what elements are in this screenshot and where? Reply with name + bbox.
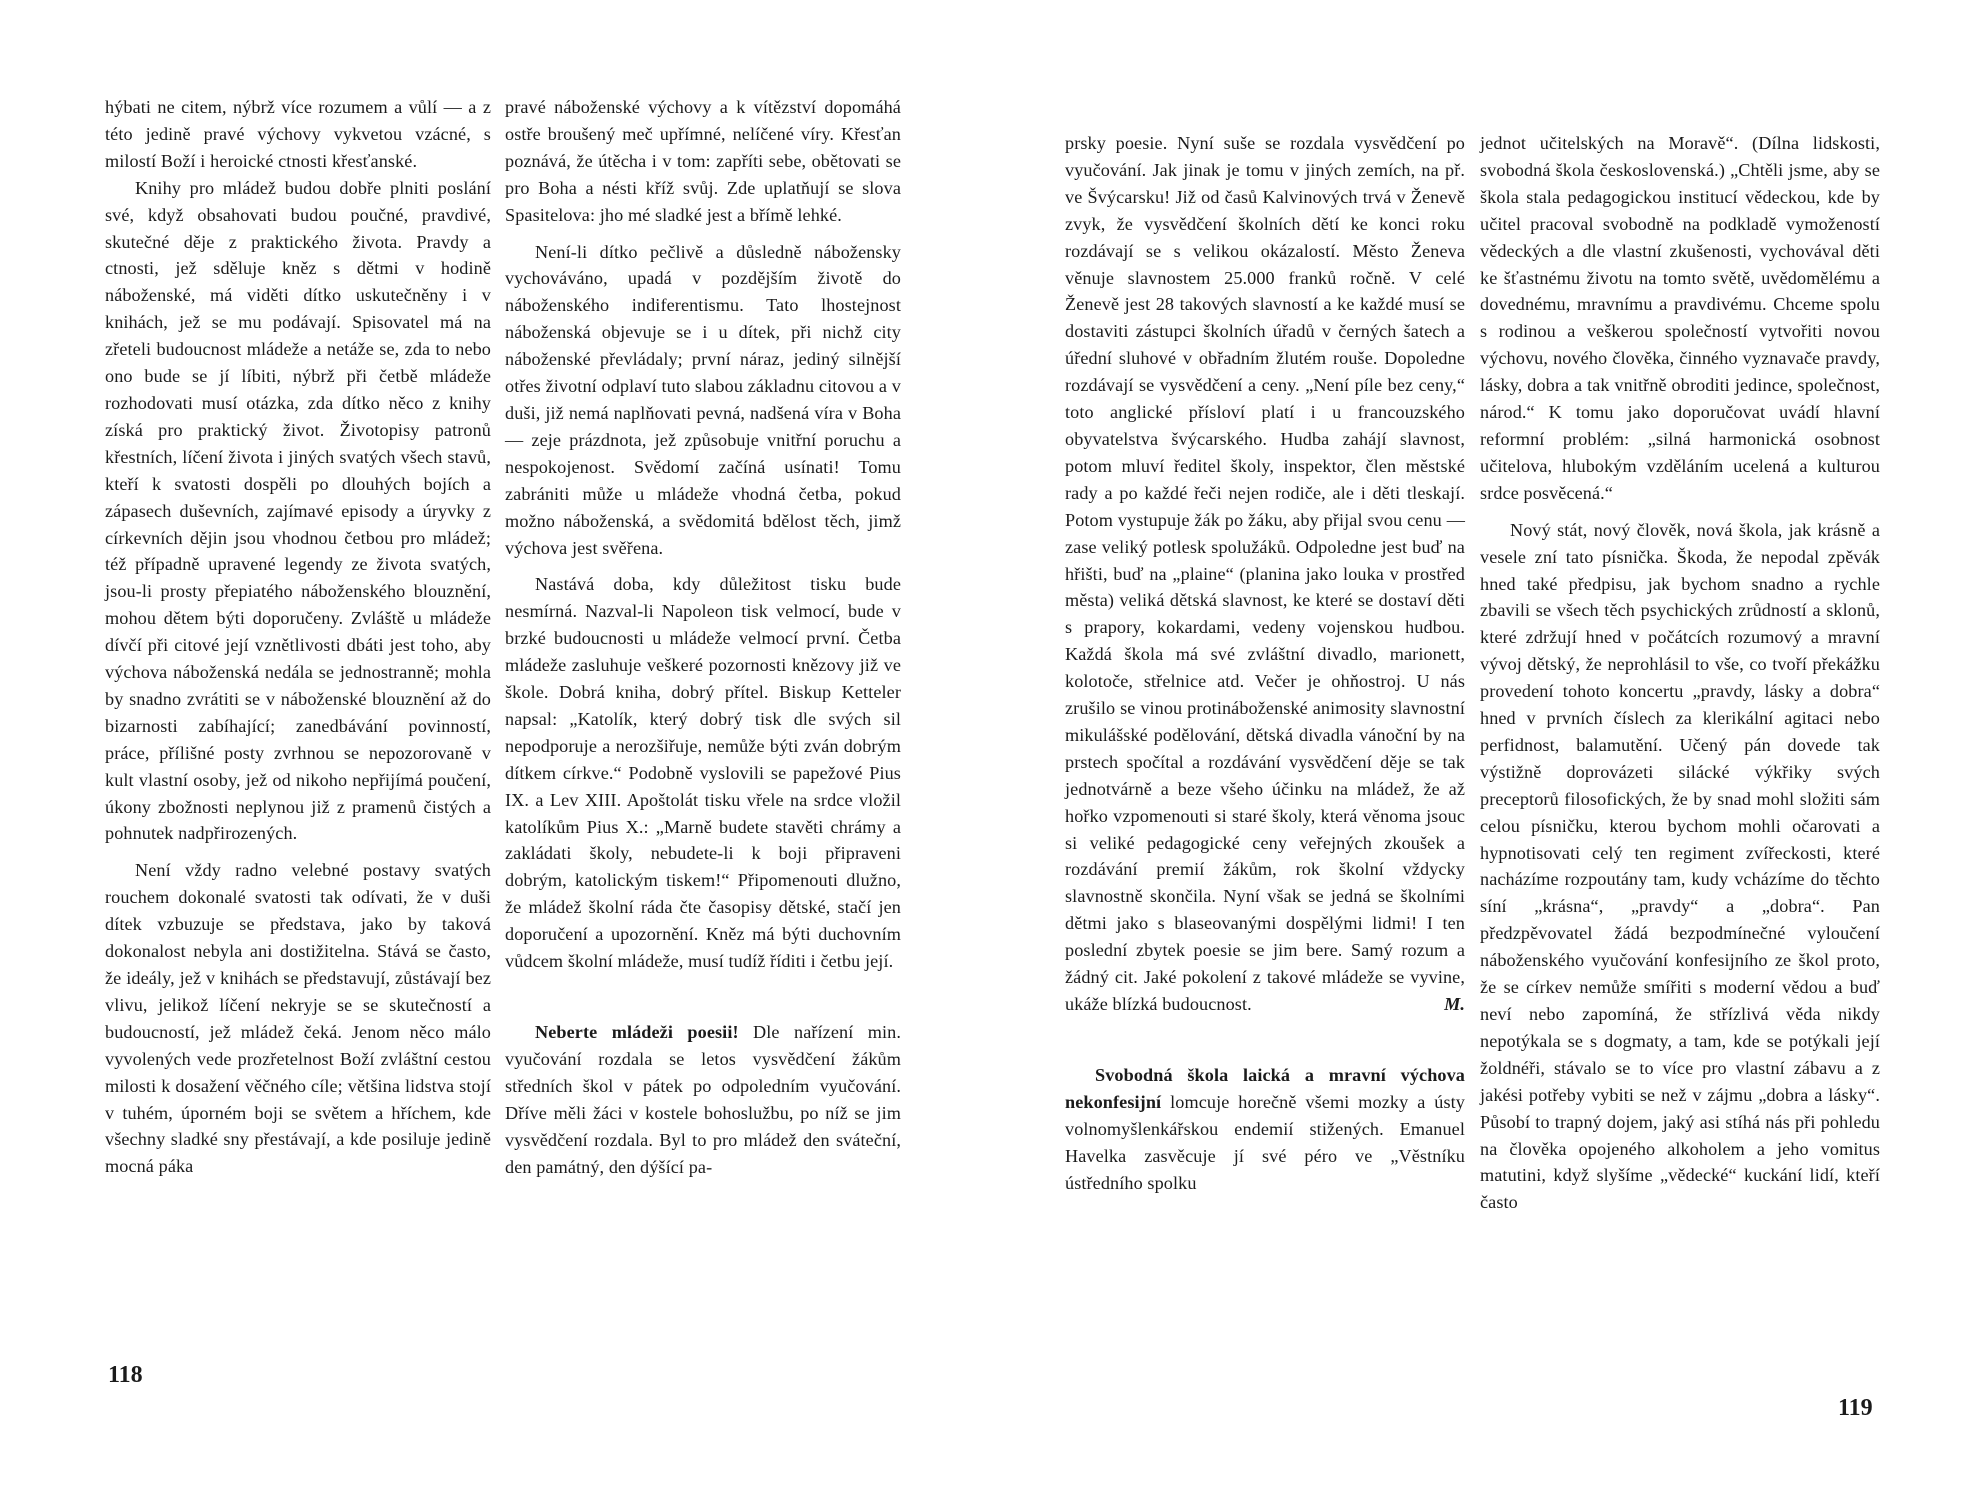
section-heading-poesie: Neberte mládeži poesii! [535,1022,739,1042]
right-page-column-1 [1065,130,1465,1196]
paragraph-text: lomcuje horečně všemi mozky a ústy volnomyšlenkářskou endemií stižených. Emanuel Havelka zasvěcuje jí své péro ve „Věstníku ústředního spolku [1065,1091,1465,1193]
paragraph: hýbati ne citem, nýbrž více rozumem a vůlí — a z této jedině pravé výchovy vykvetou vzácné, s milostí Boží i heroické ctnosti křesťanské. [105,97,491,171]
paragraph: Nastává doba, kdy důležitost tisku bude nesmírná. Nazval-li Napoleon tisk velmocí, bude v brzké budoucnosti u mládeže velmocí první. Četba mládeže zasluhuje veškeré pozornosti knězovy již ve škole. Dobrá kniha, dobrý přítel. Biskup Ketteler napsal: „Katolík, který dobrý tisk dle svých sil nepodporuje a nerozšiřuje, nemůže býti zván dobrým dítkem církve.“ Podobně vyslovili se papežové Pius IX. a Lev XIII. Apoštolát tisku vřele na srdce vložil katolíkům Pius X.: „Marně budete stavěti chrámy a zakládati školy, nebudete-li k boji připraveni dobrým, katolickým tiskem!“ Připomenouti dlužno, že mládež školní ráda čte časopisy dětské, stačí jen doporučení a upozornění. Kněz má býti duchovním vůdcem školní mládeže, musí tudíž říditi i četbu její. [505,574,901,972]
paragraph [1065,130,1465,1018]
paragraph: Není vždy radno velebné postavy svatých rouchem dokonalé svatosti tak odívati, že v duši dítek vzbuzuje se představa, jako by taková dokonalost nebyla ani dostižitelna. Stává se často, že ideály, jež v knihách se představují, zůstávají bez vlivu, jelikož líčení nekryje se se skutečností a budoucností, jež mládež čeká. Jenom něco málo vyvolených vede prozřetelnost Boží zvláštní cestou milosti k dosažení věčného cíle; většina lidstva stojí v tuhém, úporném boji se světem a hříchem, kde všechny sladké sny přestávají, a kde posiluje jedině mocná páka [105,860,491,1177]
author-signature: M. [1444,994,1465,1014]
section-paragraph-poesie [505,1019,901,1180]
page-number-right: 119 [1838,1395,1873,1421]
section-heading-skola: Svobodná škola laická a mravní výchova nekonfesijní [1065,1064,1465,1112]
paragraph-text: prsky poesie. Nyní suše se rozdala vysvědčení po vyučování. Jak jinak je tomu v jiných zemích, na př. ve Švýcarsku! Již od časů Kalvinových trvá v Ženevě zvyk, že vysvědčení školních dětí ke konci roku rozdávají se s velikou okázalostí. Město Ženeva věnuje slavnostem 25.000 franků ročně. V celé Ženevě jest 28 takových slavností a ke každé musí se dostaviti zástupci školních úřadů v černých šatech a úřední sluhové v obřadním žlutém rouše. Dopoledne rozdávají se vysvědčení a ceny. „Není píle bez ceny,“ toto anglické přísloví platí i u francouzského obyvatelstva švýcarského. Hudba zahájí slavnost, potom mluví ředitel školy, inspektor, člen městské rady a po každé řeči nejen rodiče, ale i děti tleskají. Potom vystupuje žák po žáku, aby přijal svou cenu — zase veliký potlesk spolužáků. Odpoledne jest buď na hřišti, buď na „plaine“ (planina jako louka v prostřed města) veliká dětská slavnost, ke které se dostaví děti s prapory, kokardami, vedeny vojenskou hudbou. Každá škola má své zvláštní divadlo, marionett, kolotoče, střelnice atd. Večer je ohňostroj. U nás zrušilo se vinou protináboženské animosity slavnostní mikulášské podělování, dětská divadla vánoční by na prstech spočítal a rozdávání vysvědčení děje se tak jednotvárně a beze všeho účinku na mládež, že až hořko vzpomenouti si staré školy, která věnoma jsouc si veliké pedagogické ceny veřejných zkoušek a rozdávání premií žákům, rok školní vždycky slavnostně skončila. Nyní však se jedná se školními dětmi jako s blaseovanými dospělými lidmi! I ten poslední zbytek poesie se jim bere. Samý rozum a žádný cit. Jaké pokolení z takové mládeže se vyvine, ukáže blízká budoucnost. [1065,133,1465,1014]
page-number-left: 118 [108,1362,143,1388]
paragraph: Není-li dítko pečlivě a důsledně nábožensky vychováváno, upadá v pozdějším životě do náboženského indiferentismu. Tato lhostejnost náboženská objevuje se i u dítek, při nichž city náboženské převládaly; první náraz, jediný silnější otřes životní odplaví tuto slabou základnu citovou a v duši, již nemá naplňovati pevná, nadšená víra v Boha — zeje prázdnota, jež způsobuje vnitřní poruchu a nespokojenost. Svědomí začíná usínati! Tomu zabrániti může u mládeže vhodná četba, pokud možno náboženská, a svědomitá bdělost těch, jimž výchova jest svěřena. [505,241,901,558]
paragraph: Nový stát, nový člověk, nová škola, jak krásně a vesele zní tato písnička. Škoda, že nepodal zpěvák hned také předpisu, jak bychom snadno a rychle zbavili se všech těch psychických zrůdností a sklonů, které zdržují hned v počátcích rozumový a mravní vývoj dětský, že neprohlásil to vše, co tvoří překážku provedení tohoto koncertu „pravdy, lásky a dobra“ hned v prvních číslech za klerikální agitaci nebo perfidnost, balamutění. Učený pán dovede tak výstižně doprovázeti silácké výkřiky svých preceptorů filosofických, že by snad mohl složiti sám celou písničku, kterou bychom mohli očarovati a hypnotisovati celý ten regiment zvířeckosti, které nacházíme rozpoutány tam, kudy vcházíme do těchto síní „krásna“, „pravdy“ a „dobra“. Pan předzpěvovatel žádá bezpodmínečné vyloučení náboženského vyučování konfesijního ze škol proto, že se církev nemůže smířiti s moderní vědou a buď neví nebo zapomíná, že střízlivá věda nikdy nepotýkala se s dogmaty, a tam, kde se potýkali její žoldnéři, stávalo se to více pro vlastní zábavu a z jakési potřeby vybiti se než v zájmu „dobra a lásky“. Působí to trapný dojem, jaký asi stíhá nás při pohledu na člověka opojeného alkoholem a jeho vomitus matutini, když slyšíme „vědecké“ kuckání lidí, kteří často [1480,519,1880,1213]
right-page-column-2 [1480,130,1880,1216]
left-page [0,0,950,1500]
section-paragraph-skola [1065,1062,1465,1197]
left-page-column-2 [505,94,901,1180]
paragraph: Knihy pro mládež budou dobře plniti poslání své, když obsahovati budou poučné, pravdivé, skutečné děje z praktického života. Pravdy a ctnosti, jež sděluje kněz s dětmi v hodině náboženské, má viděti dítko uskutečněny i v knihách, jež se mu podávají. Spisovatel má na zřeteli budoucnost mládeže a netáže se, zda to nebo ono bude se jí líbiti, nýbrž při četbě mládeže rozhodovati musí otázka, zda dítko něco z knihy získá pro praktický život. Životopisy patronů křestních, líčení života i jiných svatých všech stavů, kteří k svatosti dospěli po dlouhých bojích a zápasech duševních, zajímavé episody a úryvky z církevních dějin jsou vhodnou četbou pro mládež; též případně upravené legendy ze života svatých, jsou-li prosty přepiatého náboženského blouznění, mohou dětem býti doporučeny. Zvláště u mládeže dívčí při citové její vznětlivosti dbáti jest toho, aby výchova náboženská nedála se jednostranně; mohla by snadno zvrátiti se v náboženské blouznění až do bizarnosti zabíhající; zanedbávání povinností, práce, přílišné posty zvrhnou se nepozorovaně v kult vlastní osoby, jež od nikoho nepřijímá poučení, úkony zbožnosti neplynou již z pramenů čistých a pohnutek nadpřirozených. [105,177,491,844]
paragraph: pravé náboženské výchovy a k vítězství dopomáhá ostře broušený meč upřímné, nelíčené víry. Křesťan poznává, že útěcha i v tom: zapříti sebe, obětovati se pro Boha a nésti kříž svůj. Zde uplatňují se slova Spasitelova: jho mé sladké jest a břímě lehké. [505,97,901,225]
paragraph: jednot učitelských na Moravě“. (Dílna lidskosti, svobodná škola československá.) „Chtěli jsme, aby se škola stala pedagogickou institucí vědeckou, kde by učitel pracoval svobodně na podkladě vymožeností vědeckých a dle vlastní zkušenosti, vychovával děti ke šťastnému životu na tomto světě, uvědomělému a dovednému, mravnímu a pravdivému. Chceme spolu s rodinou a veškerou společností vytvořiti novou výchovu, nového člověka, činného vyznavače pravdy, lásky, dobra a tak vnitřně obroditi jedince, společnost, národ.“ K tomu jako doporučovat uvádí hlavní reformní problém: „silná harmonická osobnost učitelova, hlubokým vzděláním ucelená a kulturou srdce posvěcená.“ [1480,133,1880,503]
left-page-column-1 [105,94,491,1180]
paragraph-text: Dle nařízení min. vyučování rozdala se letos vysvědčení žákům středních škol v pátek po odpoledním vyučování. Dříve měli žáci v kostele bohoslužbu, po níž se jim vysvědčení rozdala. Byl to pro mládež den sváteční, den památný, den dýšící pa- [505,1022,902,1177]
